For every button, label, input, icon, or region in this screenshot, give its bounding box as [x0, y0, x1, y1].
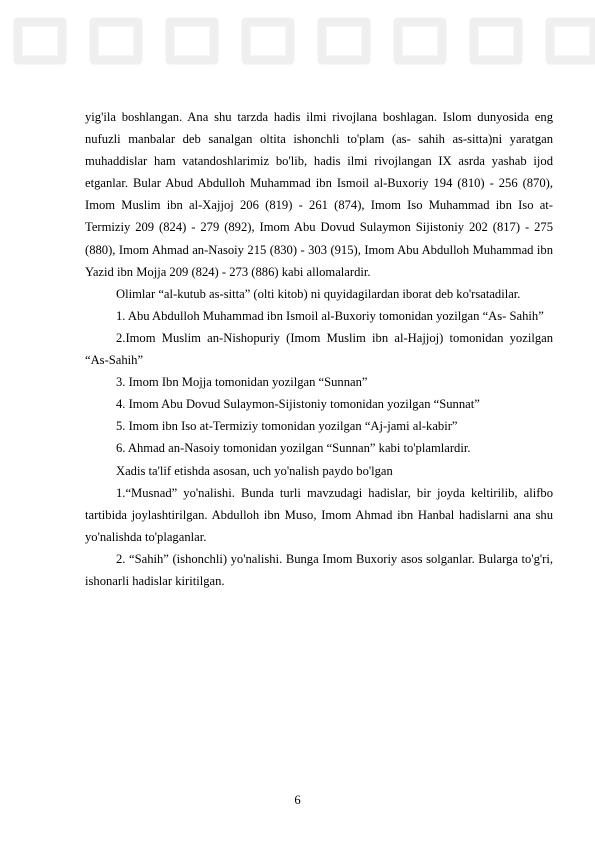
page-number: 6 [294, 793, 301, 807]
paragraph-sahih: 2. “Sahih” (ishonchli) yo'nalishi. Bunga Imom Buxoriy asos solganlar. Bularga to'g'ri, ishonarli hadislar kiritilgan. [85, 551, 553, 588]
list-item-2: 2.Imom Muslim an-Nishopuriy (Imom Muslim ibn al-Hajjoj) tomonidan yozilgan “As-Sahih” [85, 330, 553, 368]
list-item-3: 3. Imom Ibn Mojja tomonidan yozilgan “Sunnan” [116, 375, 368, 390]
list-item-4: 4. Imom Abu Dovud Sulaymon-Sijistoniy tomonidan yozilgan “Sunnat” [116, 397, 480, 412]
paragraph-xadis: Xadis ta'lif etishda asosan, uch yo'nalish paydo bo'lgan [116, 463, 393, 478]
document-body [85, 106, 553, 592]
list-item-5: 5. Imom ibn Iso at-Termiziy tomonidan yozilgan “Aj-jami al-kabir” [116, 419, 458, 434]
list-item-6: 6. Ahmad an-Nasoiy tomonidan yozilgan “Sunnan” kabi to'plamlardir. [116, 441, 471, 456]
paragraph-olimlar: Olimlar “al-kutub as-sitta” (olti kitob) ni quyidagilardan iborat deb ko'rsatadilar. [116, 286, 521, 301]
paragraph-musnad: 1.“Musnad” yo'nalishi. Bunda turli mavzudagi hadislar, bir joyda keltirilib, alifbo tartibida joylashtirilgan. Abdulloh ibn Muso, Imom Ahmad ibn Hanbal hadislarni ana shu yo'nalishda to'plaganlar. [85, 485, 553, 544]
paragraph-intro: yig'ila boshlangan. Ana shu tarzda hadis ilmi rivojlana boshlagan. Islom dunyosida eng nufuzli manbalar deb sanalgan oltita ishonchli to'plam (as- sahih as-sitta)ni yaratgan muhaddislar ham vatandoshlarimiz bo'lib, hadis ilmi rivojlangan IX asrda yashab ijod etganlar. Bular Abud Abdulloh Muhammad ibn Ismoil al-Buxoriy 194 (810) - 256 (870), Imom Muslim ibn al-Xajjoj 206 (819) - 261 (874), Imom Iso Muhammad ibn Iso at-Termiziy 209 (824) - 279 (892), Imom Abu Dovud Sulaymon Sijistoniy 202 (817) - 275 (880), Imom Ahmad an-Nasoiy 215 (830) - 303 (915), Imom Abu Abdulloh Muhammad ibn Yazid ibn Mojja 209 (824) - 273 (886) kabi allomalardir. [85, 110, 553, 279]
list-item-1: 1. Abu Abdulloh Muhammad ibn Ismoil al-Buxoriy tomonidan yozilgan “As- Sahih” [116, 308, 544, 323]
